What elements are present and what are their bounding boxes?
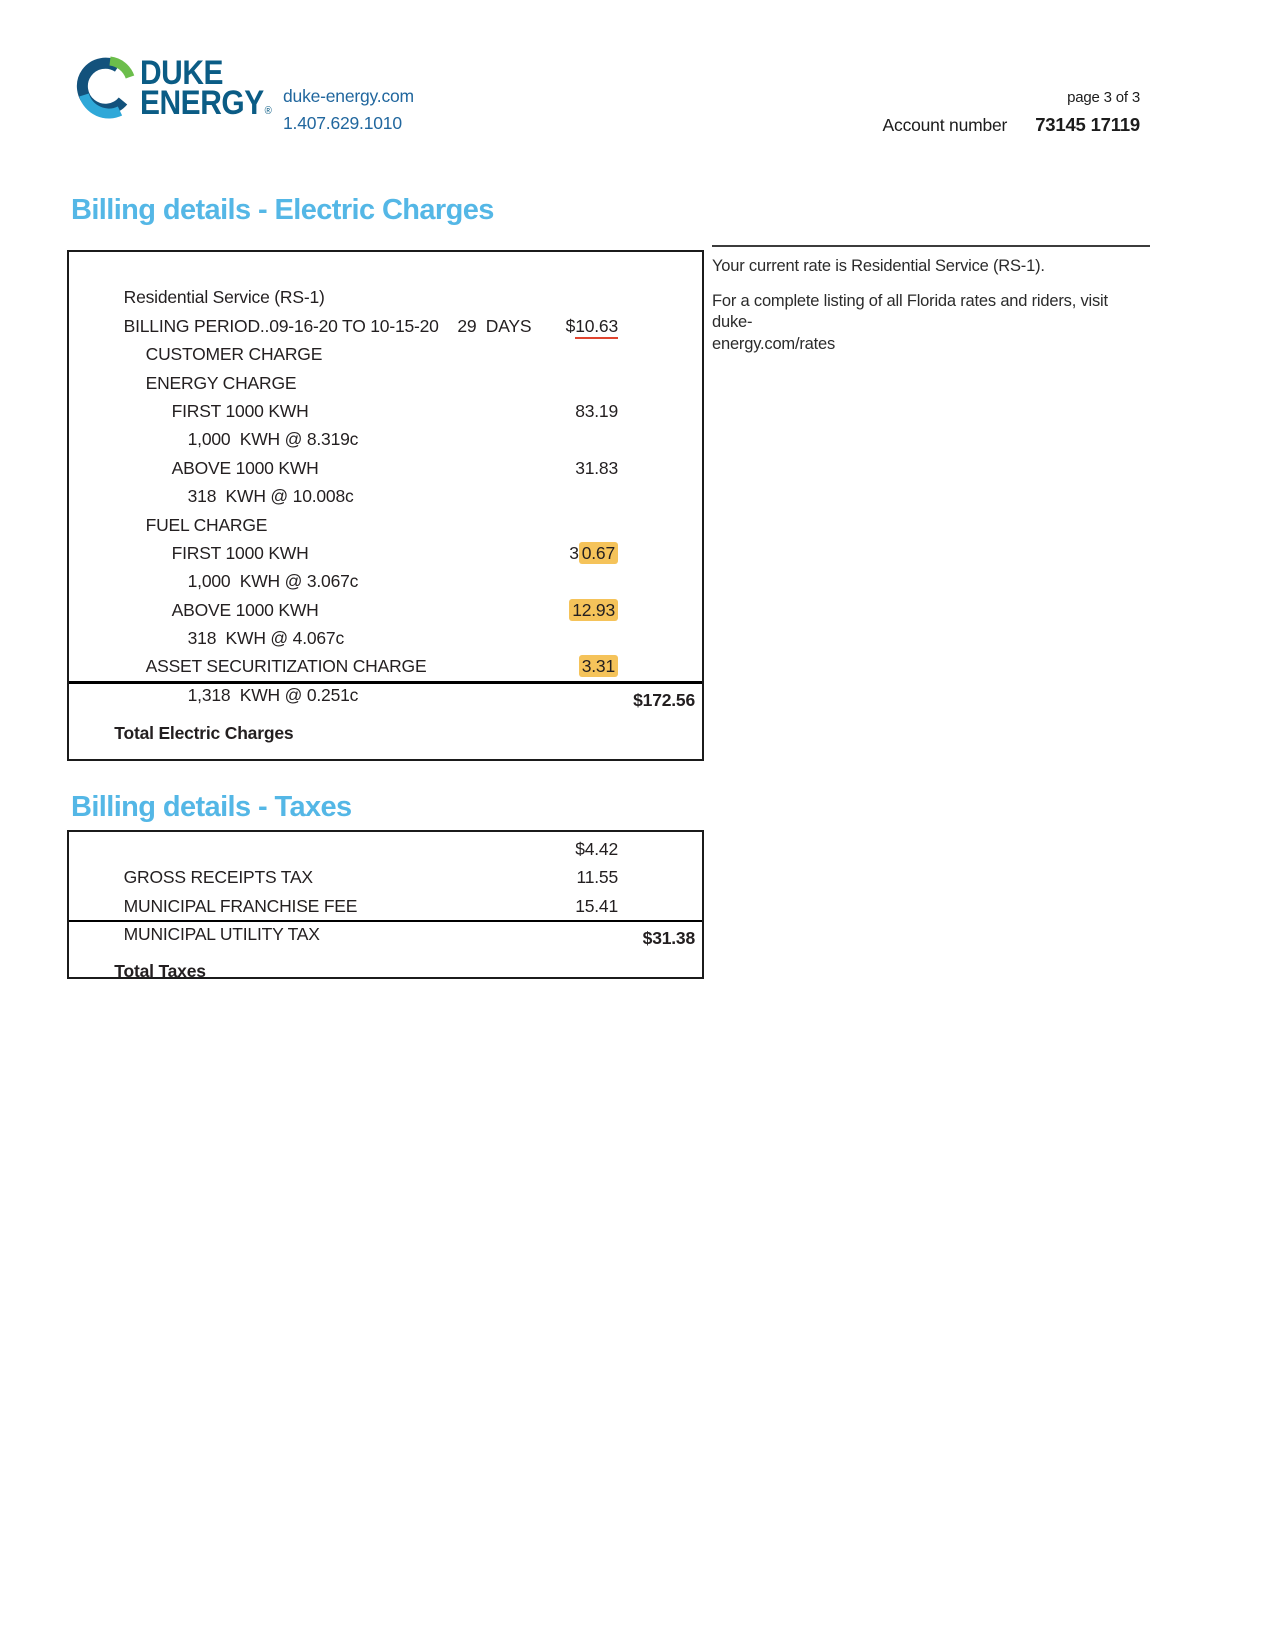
row-label: MUNICIPAL UTILITY TAX: [123, 924, 320, 945]
logo-energy: ENERGY®: [140, 84, 272, 122]
row-value: [575, 454, 618, 482]
total-electric-value: $172.56: [633, 689, 695, 710]
table-row: [69, 454, 702, 507]
row-label: 1,000 KWH @ 8.319c: [187, 429, 359, 450]
table-row: [69, 255, 702, 308]
row-label: FIRST 1000 KWH: [171, 542, 309, 563]
row-value: [575, 397, 618, 425]
rate-note-divider: [712, 245, 1150, 247]
row-label: FUEL CHARGE: [145, 514, 268, 535]
total-taxes-value: $31.38: [642, 928, 695, 949]
table-row: [69, 340, 702, 393]
highlighted-value: 0.67: [579, 542, 618, 564]
duke-energy-logo: [76, 56, 289, 126]
table-row: [69, 397, 702, 450]
row-label: ASSET SECURITIZATION CHARGE: [145, 656, 427, 677]
value-text: 15.41: [575, 895, 618, 916]
website-text: duke-energy.com: [283, 86, 414, 106]
row-value: [579, 652, 618, 680]
account-number-label: Account number: [882, 115, 1008, 135]
value-text: 83.19: [575, 400, 618, 421]
total-taxes-row: [69, 920, 702, 982]
registered-mark: ®: [264, 105, 272, 117]
row-label: ABOVE 1000 KWH: [171, 457, 319, 478]
table-row: [69, 596, 702, 649]
row-label: 318 KWH @ 4.067c: [187, 628, 345, 649]
total-electric-label: Total Electric Charges: [114, 722, 294, 743]
rate-note-line2: For a complete listing of all Florida rates and riders, visit duke- energy.com/rates: [712, 291, 1108, 353]
page-number: page 3 of 3: [1067, 89, 1140, 106]
electric-charges-heading: Billing details - Electric Charges: [71, 194, 494, 226]
highlighted-value: 3.31: [579, 655, 618, 677]
row-label: ABOVE 1000 KWH: [171, 599, 319, 620]
value-text: $: [565, 315, 576, 336]
rate-note-line1: Your current rate is Residential Service (RS-1).: [712, 257, 1045, 275]
row-label: MUNICIPAL FRANCHISE FEE: [123, 895, 358, 916]
row-value: [577, 863, 619, 891]
taxes-heading: Billing details - Taxes: [71, 791, 352, 823]
electric-charges-table: [67, 250, 704, 761]
account-number-value: 73145 17119: [1035, 114, 1140, 135]
account-line: [883, 114, 1140, 136]
row-label: 1,318 KWH @ 0.251c: [187, 684, 359, 705]
row-label: CUSTOMER CHARGE: [145, 344, 323, 365]
row-label: BILLING PERIOD..09-16-20 TO 10-15-20 29 DAYS: [123, 315, 532, 336]
total-electric-row: [69, 681, 702, 743]
contact-block: [283, 83, 414, 137]
taxes-table: [67, 830, 704, 982]
table-row: [69, 312, 702, 365]
highlighted-value: 12.93: [569, 599, 618, 621]
value-text: $4.42: [575, 839, 618, 859]
row-value: [566, 312, 618, 340]
table-row: [69, 482, 702, 535]
value-text: 3: [569, 542, 579, 563]
row-value: [569, 539, 618, 567]
row-label: 1,000 KWH @ 3.067c: [187, 571, 359, 592]
row-label: FIRST 1000 KWH: [171, 400, 309, 421]
table-row: [69, 539, 702, 592]
value-text: 11.55: [576, 867, 618, 888]
row-value: [575, 835, 618, 863]
rate-note: [712, 245, 1152, 355]
duke-energy-swirl-icon: [76, 56, 136, 122]
underlined-value: 10.63: [575, 316, 618, 339]
row-value: [569, 596, 618, 624]
row-label: GROSS RECEIPTS TAX: [123, 867, 313, 888]
logo-duke: DUKE: [140, 54, 224, 92]
row-label: ENERGY CHARGE: [145, 372, 297, 393]
row-label: Residential Service (RS-1): [123, 287, 325, 308]
value-text: 31.83: [575, 457, 618, 478]
logo-wordmark: [140, 54, 272, 126]
phone-text: 1.407.629.1010: [283, 113, 402, 133]
row-label: 318 KWH @ 10.008c: [187, 486, 354, 507]
row-value: [575, 892, 618, 920]
total-taxes-label: Total Taxes: [114, 961, 206, 982]
